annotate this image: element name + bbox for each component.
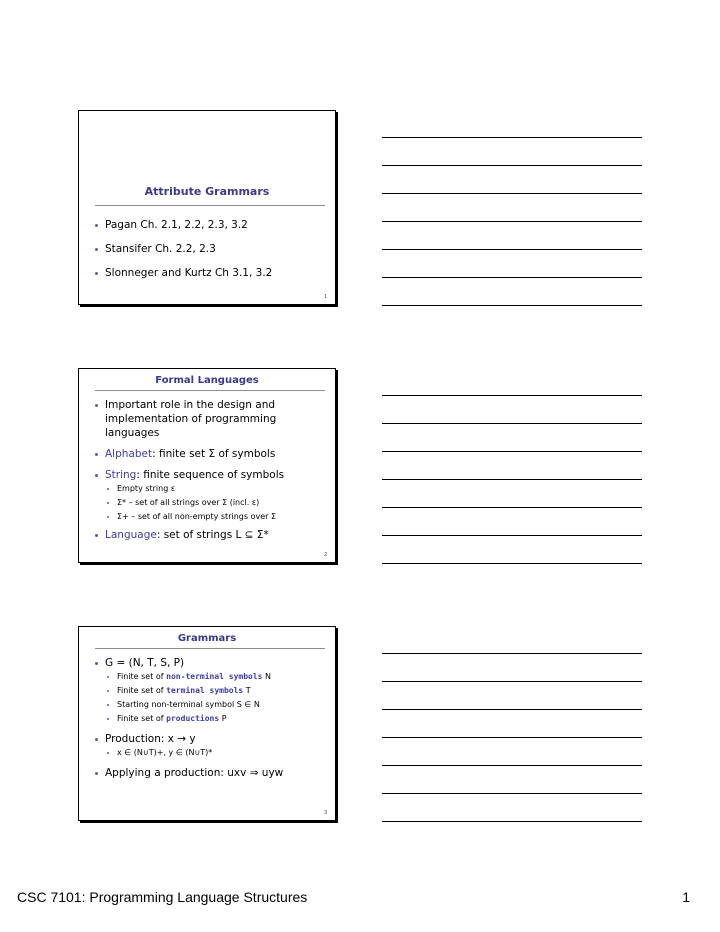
note-line <box>382 563 642 564</box>
note-line <box>382 165 642 166</box>
footer-course: CSC 7101: Programming Language Structures <box>17 889 308 905</box>
term-alphabet: Alphabet <box>105 448 153 460</box>
term-productions: productions <box>166 714 220 723</box>
note-line <box>382 479 642 480</box>
bullet-item: Stansifer Ch. 2.2, 2.3 <box>93 237 329 261</box>
term-terminal: terminal symbols <box>166 686 244 695</box>
sub-bullet <box>93 712 329 726</box>
note-line <box>382 221 642 222</box>
note-line <box>382 681 642 682</box>
note-line <box>382 249 642 250</box>
term-non-terminal: non-terminal symbols <box>166 672 263 681</box>
note-line <box>382 395 642 396</box>
sub-text: Finite set of <box>117 686 167 695</box>
bullet-text: : finite sequence of symbols <box>136 469 285 481</box>
note-line <box>382 277 642 278</box>
note-line <box>382 821 642 822</box>
bullet-item <box>93 447 329 461</box>
bullet-text: : finite set Σ of symbols <box>152 448 276 460</box>
slide-2 <box>78 368 336 563</box>
note-line <box>382 305 642 306</box>
note-line <box>382 507 642 508</box>
bullet-text: Important role in the design and <box>105 399 276 411</box>
bullet-item: Applying a production: uxv ⇒ uyw <box>93 766 329 780</box>
bullet-item: Production: x → y <box>93 732 329 746</box>
sub-text: Finite set of <box>117 672 167 681</box>
sub-bullet: Empty string ε <box>93 482 329 496</box>
sub-text: Finite set of <box>117 714 167 723</box>
slide-title: Attribute Grammars <box>144 185 270 198</box>
sub-bullet: Starting non-terminal symbol S ∈ N <box>93 698 329 712</box>
sub-bullet: Σ+ – set of all non-empty strings over Σ <box>93 510 329 524</box>
term-string: String <box>105 469 137 481</box>
slide-number: 3 <box>324 810 327 816</box>
bullet-text: : set of strings L ⊆ Σ* <box>156 529 269 541</box>
note-line <box>382 709 642 710</box>
note-line <box>382 451 642 452</box>
title-rule <box>95 205 325 206</box>
sub-bullet <box>93 670 329 684</box>
note-line <box>382 765 642 766</box>
slide-number: 1 <box>324 294 327 300</box>
footer-page-number: 1 <box>682 889 690 905</box>
note-line <box>382 653 642 654</box>
title-rule <box>95 648 325 649</box>
bullet-list <box>93 656 329 780</box>
sub-bullet: x ∈ (N∪T)+, y ∈ (N∪T)* <box>93 746 329 760</box>
bullet-item: Slonneger and Kurtz Ch 3.1, 3.2 <box>93 261 329 285</box>
term-language: Language <box>105 529 157 541</box>
bullet-list <box>93 398 329 542</box>
slide-title: Formal Languages <box>155 375 259 386</box>
sub-bullet: Σ* – set of all strings over Σ (incl. ε) <box>93 496 329 510</box>
note-line <box>382 193 642 194</box>
sub-text: T <box>243 686 251 695</box>
sub-bullet <box>93 684 329 698</box>
note-line <box>382 137 642 138</box>
bullet-list <box>93 213 329 285</box>
bullet-item <box>93 468 329 482</box>
slide-title: Grammars <box>177 633 237 644</box>
slide-1 <box>78 110 336 305</box>
slide-3 <box>78 626 336 821</box>
note-line <box>382 737 642 738</box>
bullet-item: G = (N, T, S, P) <box>93 656 329 670</box>
note-line <box>382 423 642 424</box>
note-line <box>382 535 642 536</box>
bullet-item: Pagan Ch. 2.1, 2.2, 2.3, 3.2 <box>93 213 329 237</box>
sub-text: N <box>262 672 272 681</box>
sub-text: P <box>219 714 227 723</box>
bullet-item <box>93 398 329 440</box>
slide-number: 2 <box>324 552 327 558</box>
title-rule <box>95 390 325 391</box>
note-line <box>382 793 642 794</box>
bullet-item <box>93 528 329 542</box>
bullet-text: implementation of programming languages <box>105 413 277 439</box>
